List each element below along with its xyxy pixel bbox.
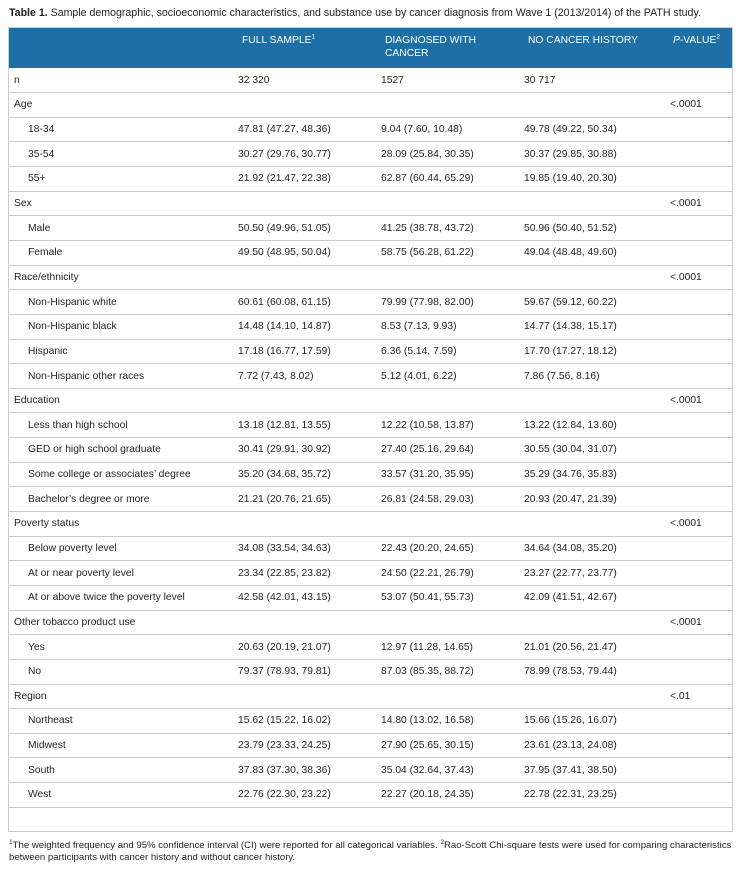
table-row <box>8 709 733 734</box>
table-row <box>8 659 733 684</box>
cell-pvalue <box>667 783 733 808</box>
table-group-row <box>8 388 733 413</box>
cell-nocancer: 30.37 (29.85, 30.88) <box>522 142 667 167</box>
cell-pvalue <box>667 142 733 167</box>
cell-pvalue <box>667 364 733 389</box>
cell-nocancer: 49.78 (49.22, 50.34) <box>522 117 667 142</box>
table-group-row <box>8 610 733 635</box>
table-row <box>8 536 733 561</box>
group-label: Education <box>8 388 236 413</box>
table-row <box>8 117 733 142</box>
header-diagnosed-with-cancer: DIAGNOSED WITH CANCER <box>385 35 476 59</box>
cell-diag <box>379 191 522 216</box>
row-label: South <box>8 758 236 783</box>
cell-full: 7.72 (7.43, 8.02) <box>236 364 379 389</box>
cell-nocancer <box>522 512 667 537</box>
cell-diag: 35.04 (32.64, 37.43) <box>379 758 522 783</box>
table-group-row <box>8 191 733 216</box>
cell-diag: 53.07 (50.41, 55.73) <box>379 585 522 610</box>
table-caption <box>9 7 737 20</box>
cell-pvalue <box>667 167 733 192</box>
cell-nocancer <box>522 265 667 290</box>
cell-full: 50.50 (49.96, 51.05) <box>236 216 379 241</box>
cell-nocancer: 50.96 (50.40, 51.52) <box>522 216 667 241</box>
cell-full: 30.41 (29.91, 30.92) <box>236 438 379 463</box>
cell-pvalue <box>667 659 733 684</box>
cell-diag <box>379 684 522 709</box>
cell-diag: 9.04 (7.60, 10.48) <box>379 117 522 142</box>
cell-nocancer: 22.78 (22.31, 23.25) <box>522 783 667 808</box>
cell-pvalue <box>667 733 733 758</box>
table-row <box>8 339 733 364</box>
table-row <box>8 314 733 339</box>
cell-diag: 87.03 (85.35, 88.72) <box>379 659 522 684</box>
cell-nocancer: 19.85 (19.40, 20.30) <box>522 167 667 192</box>
cell-diag: 24.50 (22.21, 26.79) <box>379 561 522 586</box>
cell-pvalue <box>667 487 733 512</box>
cell-nocancer: 78.99 (78.53, 79.44) <box>522 659 667 684</box>
row-label: No <box>8 659 236 684</box>
row-label: At or above twice the poverty level <box>8 585 236 610</box>
table-row <box>8 413 733 438</box>
row-label: Midwest <box>8 733 236 758</box>
cell-pvalue <box>667 216 733 241</box>
cell-pvalue <box>667 536 733 561</box>
cell-full <box>236 191 379 216</box>
cell-pvalue <box>667 709 733 734</box>
cell-diag <box>379 610 522 635</box>
group-label: Sex <box>8 191 236 216</box>
cell-full: 30.27 (29.76, 30.77) <box>236 142 379 167</box>
cell-nocancer <box>522 93 667 118</box>
table-caption-text: Sample demographic, socioeconomic characteristics, and substance use by cancer diagnosis from Wave 1 (2013/2014) of the PATH study. <box>50 7 701 19</box>
cell-full: 60.61 (60.08, 61.15) <box>236 290 379 315</box>
row-label: Female <box>8 240 236 265</box>
cell-diag <box>379 265 522 290</box>
table-footnote: $^1$The weighted frequency and 95% confidence interval (CI) were reported for all categorical variables. $^2$Rao-Scott Chi-square tests were used for comparing characteristics between participants with cancer history and without cancer history. <box>9 838 732 863</box>
cell-pvalue: <.0001 <box>667 191 733 216</box>
cell-diag: 12.97 (11.28, 14.65) <box>379 635 522 660</box>
cell-pvalue <box>667 339 733 364</box>
cell-full: 21.92 (21.47, 22.38) <box>236 167 379 192</box>
cell-nocancer <box>522 191 667 216</box>
cell-pvalue <box>667 240 733 265</box>
cell-nocancer: 37.95 (37.41, 38.50) <box>522 758 667 783</box>
row-label: Male <box>8 216 236 241</box>
row-label: n <box>8 68 236 93</box>
row-label: Less than high school <box>8 413 236 438</box>
table-row <box>8 561 733 586</box>
table-group-row <box>8 684 733 709</box>
cell-pvalue <box>667 462 733 487</box>
header-characteristic <box>8 27 236 68</box>
row-label: Below poverty level <box>8 536 236 561</box>
row-label: Yes <box>8 635 236 660</box>
table-row <box>8 167 733 192</box>
cell-pvalue <box>667 758 733 783</box>
row-label: Hispanic <box>8 339 236 364</box>
row-label: Bachelor’s degree or more <box>8 487 236 512</box>
cell-full <box>236 93 379 118</box>
table-header-row <box>8 27 733 68</box>
cell-nocancer: 17.70 (17.27, 18.12) <box>522 339 667 364</box>
row-label: Non-Hispanic other races <box>8 364 236 389</box>
cell-nocancer: 42.09 (41.51, 42.67) <box>522 585 667 610</box>
cell-full: 21.21 (20.76, 21.65) <box>236 487 379 512</box>
table-body <box>8 68 733 807</box>
cell-nocancer: 21.01 (20.56, 21.47) <box>522 635 667 660</box>
table-row <box>8 216 733 241</box>
cell-diag <box>379 93 522 118</box>
cell-nocancer: 34.64 (34.08, 35.20) <box>522 536 667 561</box>
table-group-row <box>8 265 733 290</box>
table-row <box>8 585 733 610</box>
cell-pvalue <box>667 290 733 315</box>
group-label: Poverty status <box>8 512 236 537</box>
cell-nocancer: 23.27 (22.77, 23.77) <box>522 561 667 586</box>
row-label: 18-34 <box>8 117 236 142</box>
cell-nocancer <box>522 610 667 635</box>
cell-full: 32 320 <box>236 68 379 93</box>
cell-full: 14.48 (14.10, 14.87) <box>236 314 379 339</box>
row-label: 55+ <box>8 167 236 192</box>
cell-pvalue <box>667 585 733 610</box>
table-row <box>8 364 733 389</box>
cell-nocancer: 30 717 <box>522 68 667 93</box>
cell-nocancer: 23.61 (23.13, 24.08) <box>522 733 667 758</box>
cell-pvalue: <.01 <box>667 684 733 709</box>
header-no-cancer-history: NO CANCER HISTORY <box>528 35 639 46</box>
cell-diag: 27.90 (25.65, 30.15) <box>379 733 522 758</box>
cell-full: 15.62 (15.22, 16.02) <box>236 709 379 734</box>
cell-diag: 41.25 (38.78, 43.72) <box>379 216 522 241</box>
cell-nocancer: 14.77 (14.38, 15.17) <box>522 314 667 339</box>
cell-full: 42.58 (42.01, 43.15) <box>236 585 379 610</box>
cell-full <box>236 512 379 537</box>
cell-full: 13.18 (12.81, 13.55) <box>236 413 379 438</box>
cell-full: 17.18 (16.77, 17.59) <box>236 339 379 364</box>
table-row <box>8 290 733 315</box>
cell-pvalue <box>667 314 733 339</box>
cell-full: 47.81 (47.27, 48.36) <box>236 117 379 142</box>
cell-nocancer <box>522 684 667 709</box>
group-label: Region <box>8 684 236 709</box>
group-label: Age <box>8 93 236 118</box>
cell-nocancer: 7.86 (7.56, 8.16) <box>522 364 667 389</box>
cell-pvalue <box>667 561 733 586</box>
data-table <box>8 27 733 808</box>
footnote-1: The weighted frequency and 95% confidence interval (CI) were reported for all categorical variables. <box>12 840 438 851</box>
cell-pvalue: <.0001 <box>667 388 733 413</box>
cell-diag: 12.22 (10.58, 13.87) <box>379 413 522 438</box>
table-row <box>8 783 733 808</box>
cell-diag: 1527 <box>379 68 522 93</box>
cell-nocancer <box>522 388 667 413</box>
table-row <box>8 635 733 660</box>
cell-diag: 26.81 (24.58, 29.03) <box>379 487 522 512</box>
cell-full: 37.83 (37.30, 38.36) <box>236 758 379 783</box>
cell-pvalue <box>667 117 733 142</box>
footnote-2: Rao-Scott Chi-square tests were used for comparing characteristics between participants with cancer history and without cancer history. <box>9 840 732 863</box>
cell-full: 49.50 (48.95, 50.04) <box>236 240 379 265</box>
cell-full: 22.76 (22.30, 23.22) <box>236 783 379 808</box>
cell-nocancer: 20.93 (20.47, 21.39) <box>522 487 667 512</box>
cell-nocancer: 35.29 (34.76, 35.83) <box>522 462 667 487</box>
cell-diag: 22.43 (20.20, 24.65) <box>379 536 522 561</box>
row-label: Some college or associates’ degree <box>8 462 236 487</box>
cell-full: 34.08 (33.54, 34.63) <box>236 536 379 561</box>
cell-nocancer: 49.04 (48.48, 49.60) <box>522 240 667 265</box>
cell-diag: 79.99 (77.98, 82.00) <box>379 290 522 315</box>
cell-full <box>236 610 379 635</box>
cell-nocancer: 15.66 (15.26, 16.07) <box>522 709 667 734</box>
table-row <box>8 142 733 167</box>
row-label: West <box>8 783 236 808</box>
group-label: Other tobacco product use <box>8 610 236 635</box>
cell-diag: 58.75 (56.28, 61.22) <box>379 240 522 265</box>
cell-pvalue <box>667 635 733 660</box>
cell-diag: 62.87 (60.44, 65.29) <box>379 167 522 192</box>
cell-pvalue <box>667 438 733 463</box>
table-row <box>8 462 733 487</box>
cell-diag: 8.53 (7.13, 9.93) <box>379 314 522 339</box>
cell-full: 23.34 (22.85, 23.82) <box>236 561 379 586</box>
group-label: Race/ethnicity <box>8 265 236 290</box>
cell-diag: 5.12 (4.01, 6.22) <box>379 364 522 389</box>
table-row <box>8 733 733 758</box>
table-row <box>8 240 733 265</box>
header-full-sample: FULL SAMPLE$^1$ <box>242 33 316 46</box>
cell-nocancer: 59.67 (59.12, 60.22) <box>522 290 667 315</box>
cell-pvalue <box>667 68 733 93</box>
cell-full: 20.63 (20.19, 21.07) <box>236 635 379 660</box>
cell-diag: 27.40 (25.16, 29.64) <box>379 438 522 463</box>
cell-pvalue <box>667 413 733 438</box>
cell-pvalue: <.0001 <box>667 512 733 537</box>
cell-diag: 6.36 (5.14, 7.59) <box>379 339 522 364</box>
row-label: Northeast <box>8 709 236 734</box>
cell-full: 23.79 (23.33, 24.25) <box>236 733 379 758</box>
cell-full <box>236 684 379 709</box>
cell-full: 79.37 (78.93, 79.81) <box>236 659 379 684</box>
row-label: GED or high school graduate <box>8 438 236 463</box>
cell-diag: 14.80 (13.02, 16.58) <box>379 709 522 734</box>
row-label: 35-54 <box>8 142 236 167</box>
table-row <box>8 487 733 512</box>
table-row <box>8 438 733 463</box>
cell-full <box>236 265 379 290</box>
table-row <box>8 758 733 783</box>
cell-nocancer: 30.55 (30.04, 31.07) <box>522 438 667 463</box>
table-group-row <box>8 93 733 118</box>
row-label: Non-Hispanic black <box>8 314 236 339</box>
cell-full <box>236 388 379 413</box>
cell-diag <box>379 512 522 537</box>
row-label: Non-Hispanic white <box>8 290 236 315</box>
cell-pvalue: <.0001 <box>667 93 733 118</box>
cell-diag: 22.27 (20.18, 24.35) <box>379 783 522 808</box>
cell-full: 35.20 (34.68, 35.72) <box>236 462 379 487</box>
cell-diag: 28.09 (25.84, 30.35) <box>379 142 522 167</box>
header-p-value: P-VALUE$^2$ <box>673 33 720 46</box>
cell-pvalue: <.0001 <box>667 265 733 290</box>
cell-diag: 33.57 (31.20, 35.95) <box>379 462 522 487</box>
cell-pvalue: <.0001 <box>667 610 733 635</box>
row-label: At or near poverty level <box>8 561 236 586</box>
cell-diag <box>379 388 522 413</box>
table-caption-label: Table 1. <box>9 7 48 19</box>
cell-nocancer: 13.22 (12.84, 13.60) <box>522 413 667 438</box>
table-group-row <box>8 512 733 537</box>
table-row <box>8 68 733 93</box>
